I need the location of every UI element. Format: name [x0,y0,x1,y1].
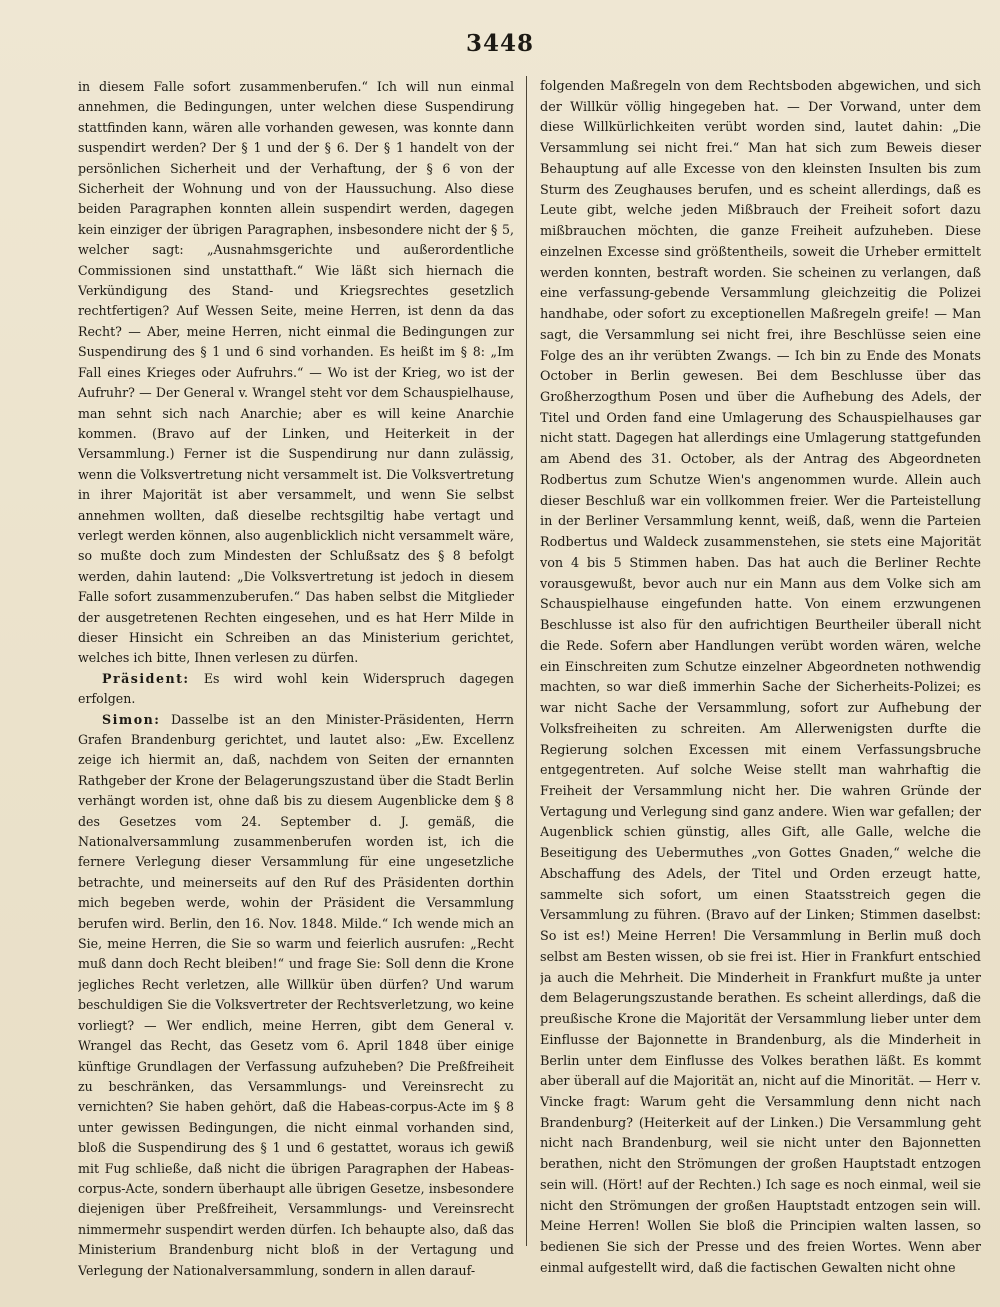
right-column [540,77,981,1292]
paragraph-text: in diesem Falle sofort zusammenberufen.“ Ich will nun einmal annehmen, die Bedingungen, unter welchen diese Suspendirung stattfinden kann, wären alle vorhanden gewesen, was konnte dann suspendirt werden? Der § 1 und der § 6. Der § 1 handelt von der persönlichen Sicherheit und der Verhaftung, der § 6 von der Sicherheit der Wohnung und von der Haussuchung. Also diese beiden Paragraphen konnten allein suspendirt werden, dagegen kein einziger der übrigen Paragraphen, insbesondere nicht der § 5, welcher sagt: „Ausnahmsgerichte und außerordentliche Commissionen sind unstatthaft.“ Wie läßt sich hiernach die Verkündigung des Stand- und Kriegsrechtes gesetzlich rechtfertigen? Auf Wessen Seite, meine Herren, ist denn da das Recht? — Aber, meine Herren, nicht einmal die Bedingungen zur Suspendirung des § 1 und 6 sind vorhanden. Es heißt im § 8: „Im Fall eines Krieges oder Aufruhrs.“ — Wo ist der Krieg, wo ist der Aufruhr? — Der General v. Wrangel steht vor dem Schauspielhause, man sehnt sich nach Anarchie; aber es will keine Anarchie kommen. (Bravo auf der Linken, und Heiterkeit in der Versammlung.) Ferner ist die Suspendirung nur dann zulässig, wenn die Volksvertretung nicht versammelt ist. Die Volksvertretung in ihrer Majorität ist aber versammelt, und wenn Sie selbst annehmen wollten, daß dieselbe rechtsgiltig habe vertagt und verlegt werden können, also augenblicklich nicht versammelt wäre, so mußte doch zum Mindesten der Schlußsatz des § 8 befolgt werden, dahin lautend: „Die Volksvertretung ist jedoch in diesem Falle sofort zusammenzuberufen.“ Das haben selbst die Mitglieder der ausgetretenen Rechten eingesehen, und es hat Herr Milde in dieser Hinsicht ein Schreiben an das Ministerium gerichtet, welches ich bitte, Ihnen verlesen zu dürfen. [78,79,514,666]
speaker-name: Simon: [102,711,161,727]
left-column [78,77,514,1292]
paragraph [540,77,981,1280]
paragraph [78,710,514,1281]
paragraph-text: Dasselbe ist an den Minister-Präsidenten, Herrn Grafen Brandenburg gerichtet, und lautet also: „Ew. Excellenz zeige ich hiermit an, daß, nachdem von Seiten der ernannten Rathgeber der Krone der Belagerungszustand über die Stadt Berlin verhängt worden ist, ohne daß bis zu diesem Augenblicke dem § 8 des Gesetzes vom 24. September d. J. gemäß, die Nationalversammlung zusammenberufen worden ist, ich die fernere Verlegung dieser Versammlung für eine ungesetzliche betrachte, und meinerseits auf den Ruf des Präsidenten dorthin mich begeben werde, wohin der Präsident die Versammlung berufen wird. Berlin, den 16. Nov. 1848. Milde.“ Ich wende mich an Sie, meine Herren, die Sie so warm und feierlich ausrufen: „Recht muß dann doch Recht bleiben!“ und frage Sie: Soll denn die Krone jegliches Recht verletzen, alle Willkür üben dürfen? Und warum beschuldigen Sie die Volksvertreter der Rechtsverletzung, wo keine vorliegt? — Wer endlich, meine Herren, gibt dem General v. Wrangel das Recht, das Gesetz vom 6. April 1848 über einige künftige Grundlagen der Verfassung aufzuheben? Die Preßfreiheit zu beschränken, das Versammlungs- und Vereinsrecht zu vernichten? Sie haben gehört, daß die Habeas-corpus-Acte im § 8 unter gewissen Bedingungen, die nicht einmal vorhanden sind, bloß die Suspendirung des § 1 und 6 gestattet, woraus ich gewiß mit Fug schließe, daß nicht die übrigen Paragraphen der Habeas-corpus-Acte, sondern überhaupt alle übrigen Gesetze, insbesondere diejenigen über Preßfreiheit, Versammlungs- und Vereinsrecht nimmermehr suspendirt werden dürfen. Ich behaupte also, daß das Ministerium Brandenburg nicht bloß in der Vertagung und Verlegung der Nationalversammlung, sondern in allen darauf- [78,711,514,1278]
speaker-name: Präsident: [102,670,190,686]
paragraph-text: folgenden Maßregeln von dem Rechtsboden abgewichen, und sich der Willkür völlig hingegeben hat. — Der Vorwand, unter dem diese Willkürlichkeiten verübt worden sind, lautet dahin: „Die Versammlung sei nicht frei.“ Man hat sich zum Beweis dieser Behauptung auf alle Excesse von den kleinsten Insulten bis zum Sturm des Zeughauses berufen, und es scheint allerdings, daß es Leute gibt, welche jeden Mißbrauch der Freiheit sofort dazu mißbrauchen möchten, die ganze Freiheit aufzuheben. Diese einzelnen Excesse sind größtentheils, soweit die Urheber ermittelt werden konnten, bestraft worden. Sie scheinen zu verlangen, daß eine verfassung-gebende Versammlung gleichzeitig die Polizei handhabe, oder sofort zu exceptionellen Maßregeln greife! — Man sagt, die Versammlung sei nicht frei, ihre Beschlüsse seien eine Folge des an ihr verübten Zwangs. — Ich bin zu Ende des Monats October in Berlin gewesen. Bei dem Beschlusse über das Großherzogthum Posen und über die Aufhebung des Adels, der Titel und Orden fand eine Umlagerung des Schauspielhauses gar nicht statt. Dagegen hat allerdings eine Umlagerung stattgefunden am Abend des 31. October, als der Antrag des Abgeordneten Rodbertus zum Schutze Wien's angenommen wurde. Allein auch dieser Beschluß war ein vollkommen freier. Wer die Parteistellung in der Berliner Versammlung kennt, weiß, daß, wenn die Parteien Rodbertus und Waldeck zusammenstehen, sie stets eine Majorität von 4 bis 5 Stimmen haben. Das hat auch die Berliner Rechte vorausgewußt, bevor auch nur ein Mann aus dem Volke sich am Schauspielhause eingefunden hatte. Von einem erzwungenen Beschlusse ist also für den aufrichtigen Beurtheiler überall nicht die Rede. Sofern aber Handlungen verübt worden wären, welche ein Einschreiten zum Schutze einzelner Abgeordneten nothwendig machten, so war dieß immerhin Sache der Sicherheits-Polizei; es war nicht Sache der Versammlung, sofort zur Aufhebung der Volksfreiheiten zu schreiten. Am Allerwenigsten durfte die Regierung solchen Excessen mit einem Verfassungsbruche entgegentreten. Auf solche Weise stellt man wahrhaftig die Freiheit der Versammlung nicht her. Die wahren Gründe der Vertagung und Verlegung sind ganz andere. Wien war gefallen; der Augenblick schien günstig, alles Gift, alle Galle, welche die Beseitigung des Uebermuthes „von Gottes Gnaden,“ welche die Abschaffung des Adels, der Titel und Orden erzeugt hatte, sammelte sich sofort, um einen Staatsstreich gegen die Versammlung zu führen. (Bravo auf der Linken; Stimmen daselbst: So ist es!) Meine Herren! Die Versammlung in Berlin muß doch selbst am Besten wissen, ob sie frei ist. Hier in Frankfurt entschied ja auch die Mehrheit. Die Minderheit in Frankfurt mußte ja unter dem Belagerungszustande berathen. Es scheint allerdings, daß die preußische Krone die Majorität der Versammlung lieber unter dem Einflusse der Bajonnette in Brandenburg, als die Minderheit in Berlin unter dem Einflusse des Volkes berathen läßt. Es kommt aber überall auf die Majorität an, nicht auf die Minorität. — Herr v. Vincke fragt: Warum geht die Versammlung denn nicht nach Brandenburg? (Heiterkeit auf der Linken.) Die Versammlung geht nicht nach Brandenburg, weil sie nicht unter den Bajonnetten berathen, nicht den Strömungen der großen Hauptstadt entzogen sein will. (Hört! auf der Rechten.) Ich sage es noch einmal, weil sie nicht den Strömungen der großen Hauptstadt entzogen sein will. Meine Herren! Wollen Sie bloß die Principien walten lassen, so bedienen Sie sich der Presse und des freien Wortes. Wenn aber einmal aufgestellt wird, daß die factischen Gewalten nicht ohne [540,79,981,1276]
paragraph [78,669,514,710]
page-number: 3448 [465,30,534,57]
column-divider [526,76,527,1246]
paragraph [78,77,514,669]
paragraph-text: Es wird wohl kein Widerspruch dagegen erfolgen. [78,670,514,707]
